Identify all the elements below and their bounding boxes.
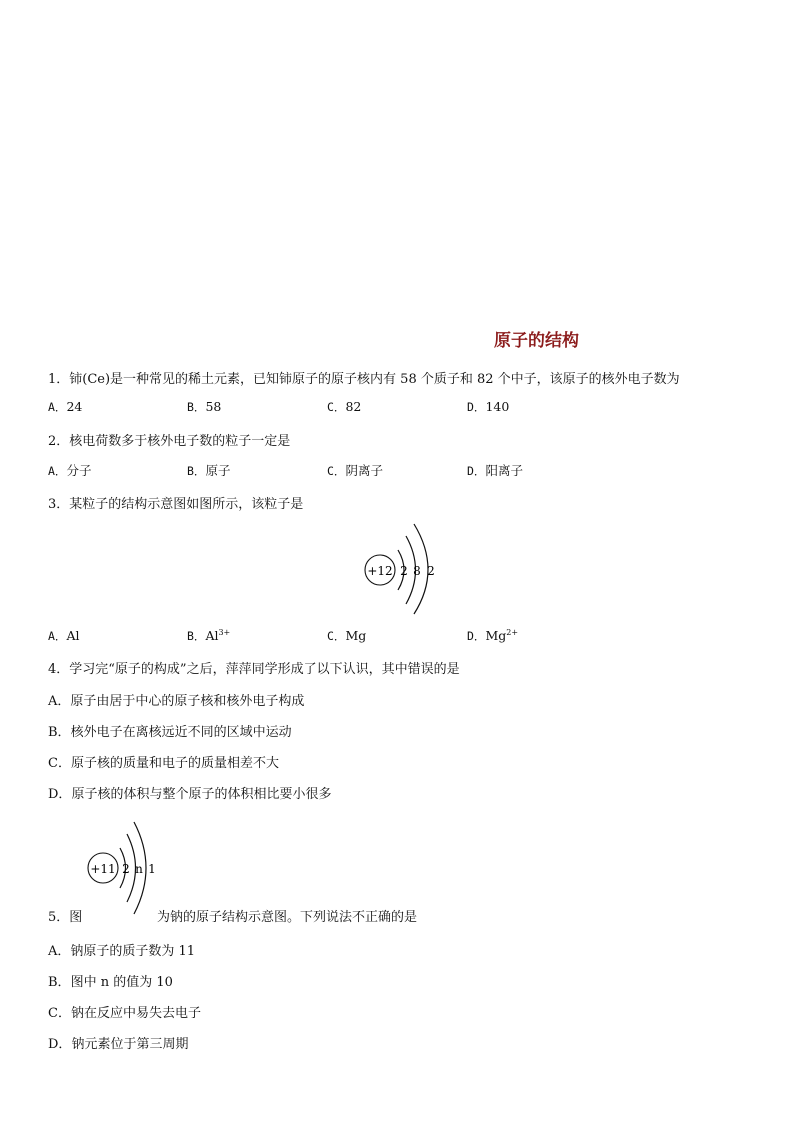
option-label: D． — [467, 629, 486, 643]
ion-charge: 3+ — [218, 627, 231, 637]
option-text: 分子 — [66, 463, 92, 478]
option-label: A． — [48, 400, 67, 414]
q1-option-c[interactable] — [327, 399, 361, 415]
mg-atom-structure-diagram — [358, 520, 448, 616]
shell-electron-count: 1 — [148, 862, 156, 876]
option-text: Mg — [485, 628, 507, 643]
q3-option-a[interactable] — [48, 628, 79, 644]
q2-option-c[interactable] — [327, 461, 383, 479]
option-label: B． — [187, 629, 206, 643]
option-text: 原子 — [205, 463, 231, 478]
q2-option-d[interactable] — [467, 461, 523, 479]
option-label: A． — [48, 694, 71, 709]
question-2-stem: 2．核电荷数多于核外电子数的粒子一定是 — [48, 434, 291, 449]
q2-option-a[interactable] — [48, 461, 91, 479]
option-label: D． — [467, 464, 486, 478]
question-1-options — [48, 399, 748, 417]
option-label: B． — [48, 725, 71, 740]
ion-charge: 2+ — [506, 627, 519, 637]
option-label: D． — [48, 1037, 72, 1052]
q3-option-d[interactable] — [467, 628, 518, 644]
option-text: 阴离子 — [345, 463, 383, 478]
option-label: B． — [187, 400, 206, 414]
option-label: A． — [48, 464, 67, 478]
option-text: 图中 n 的值为 10 — [70, 975, 173, 990]
option-text: 原子由居于中心的原子核和核外电子构成 — [70, 694, 305, 709]
q4-option-a[interactable] — [48, 690, 304, 709]
q5-option-b[interactable] — [48, 971, 173, 990]
option-label: C． — [327, 464, 346, 478]
shell-electron-count: 2 — [427, 564, 435, 578]
shell-electron-count: 2 — [400, 564, 408, 578]
option-label: B． — [187, 464, 206, 478]
question-3-stem: 3．某粒子的结构示意图如图所示，该粒子是 — [48, 497, 304, 512]
option-label: C． — [327, 400, 346, 414]
option-text: 原子核的质量和电子的质量相差不大 — [70, 756, 279, 771]
nucleus-charge: +12 — [367, 564, 393, 578]
question-4-stem: 4．学习完“原子的构成”之后，萍萍同学形成了以下认识，其中错误的是 — [48, 662, 460, 677]
nucleus-charge: +11 — [90, 862, 116, 876]
shell-electron-count: 2 — [122, 862, 130, 876]
question-1-stem: 1．铈(Ce)是一种常见的稀土元素，已知铈原子的原子核内有 58 个质子和 82 个中子，该原子的核外电子数为 — [48, 372, 680, 387]
q4-option-b[interactable] — [48, 721, 292, 740]
q1-option-b[interactable] — [187, 399, 221, 415]
q5-option-c[interactable] — [48, 1002, 201, 1021]
q3-option-b[interactable] — [187, 628, 230, 644]
option-label: D． — [48, 787, 72, 802]
q2-option-b[interactable] — [187, 461, 230, 479]
option-label: C． — [48, 1006, 71, 1021]
page-title: 原子的结构 — [494, 331, 579, 351]
option-text: 阳离子 — [485, 463, 523, 478]
q3-option-c[interactable] — [327, 628, 366, 644]
option-label: A． — [48, 629, 67, 643]
option-label: C． — [327, 629, 346, 643]
question-2-options — [48, 461, 748, 479]
option-text: Al — [66, 628, 80, 643]
question-5-stem-before: 5．图 — [48, 910, 83, 925]
q5-option-a[interactable] — [48, 940, 195, 959]
q1-option-d[interactable] — [467, 399, 509, 415]
na-atom-structure-diagram — [84, 818, 160, 918]
shell-electron-count: 8 — [413, 564, 421, 578]
option-text: 钠在反应中易失去电子 — [70, 1006, 201, 1021]
q5-option-d[interactable] — [48, 1033, 188, 1052]
option-text: Mg — [345, 628, 367, 643]
option-label: B． — [48, 975, 71, 990]
option-text: 140 — [485, 399, 510, 414]
option-label: A． — [48, 944, 71, 959]
question-3-options — [48, 628, 748, 646]
option-label: D． — [467, 400, 486, 414]
option-label: C． — [48, 756, 71, 771]
option-text: 钠元素位于第三周期 — [71, 1037, 189, 1052]
option-text: Al — [205, 628, 219, 643]
option-text: 58 — [205, 399, 222, 414]
q1-option-a[interactable] — [48, 399, 82, 415]
q4-option-d[interactable] — [48, 783, 331, 802]
q4-option-c[interactable] — [48, 752, 279, 771]
shell-electron-count: n — [135, 862, 143, 876]
question-5-stem-after: 为钠的原子结构示意图。下列说法不正确的是 — [157, 910, 418, 925]
option-text: 原子核的体积与整个原子的体积相比要小很多 — [71, 787, 332, 802]
option-text: 82 — [345, 399, 362, 414]
option-text: 24 — [66, 399, 83, 414]
option-text: 钠原子的质子数为 11 — [70, 944, 196, 959]
option-text: 核外电子在离核远近不同的区域中运动 — [70, 725, 292, 740]
